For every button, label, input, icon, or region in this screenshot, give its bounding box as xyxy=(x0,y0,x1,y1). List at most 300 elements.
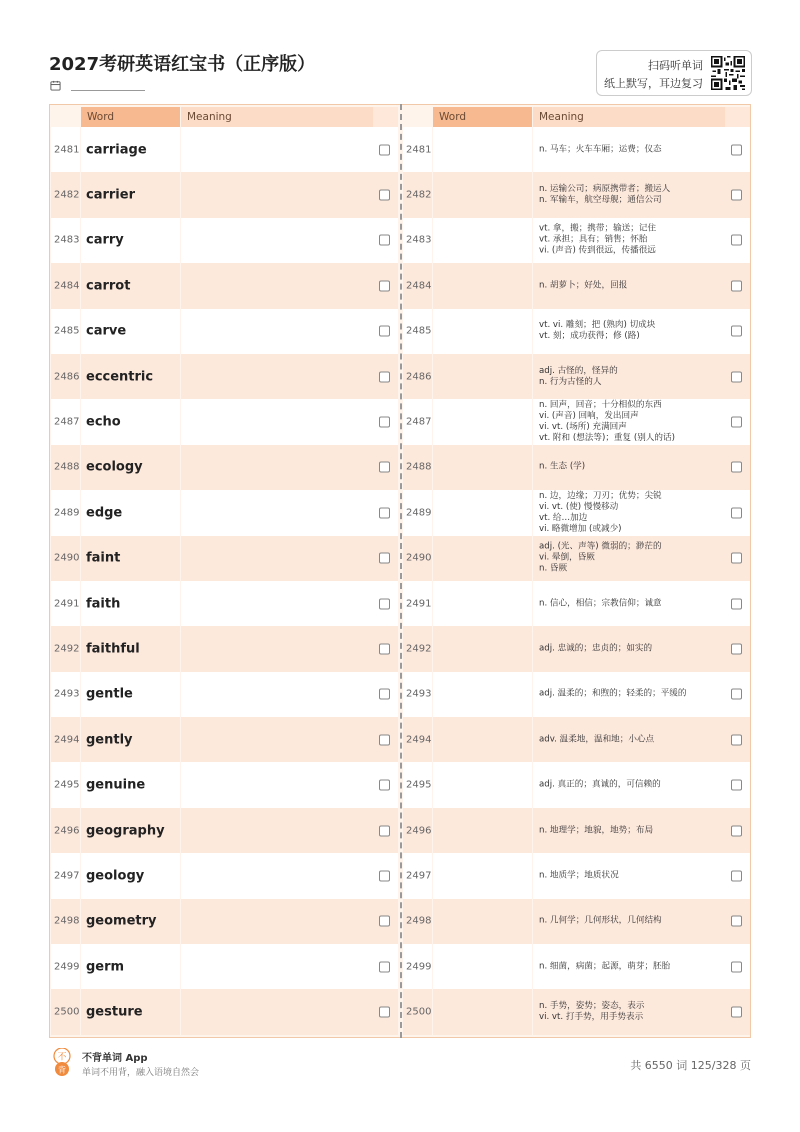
check-cell xyxy=(373,445,398,490)
header-meaning: Meaning xyxy=(533,107,725,127)
word-cell xyxy=(81,762,180,807)
entry-meaning: vt. 拿，搬；携带；输送；记住 vt. 承担；具有；销售；怀胎 vi. (声音) 传到很远，传播很远 xyxy=(539,223,657,256)
checkbox-icon[interactable] xyxy=(731,144,742,155)
entry-word: edge xyxy=(86,505,123,521)
checkbox-icon[interactable] xyxy=(731,507,742,518)
checkbox-icon[interactable] xyxy=(731,870,742,881)
check-cell xyxy=(725,989,750,1034)
entry-word: geometry xyxy=(86,913,157,929)
word-cell xyxy=(81,581,180,626)
word-blank-cell[interactable] xyxy=(433,762,532,807)
check-cell xyxy=(725,490,750,535)
check-cell xyxy=(373,581,398,626)
table-row xyxy=(403,536,750,581)
meaning-cell xyxy=(533,263,725,308)
meaning-cell xyxy=(533,944,725,989)
word-blank-cell[interactable] xyxy=(433,309,532,354)
table-row xyxy=(51,536,398,581)
check-cell xyxy=(725,944,750,989)
table-row xyxy=(403,263,750,308)
page-title: 2027考研英语红宝书（正序版） xyxy=(49,54,316,75)
table-row xyxy=(403,672,750,717)
entry-meaning: n. 信心，相信；宗教信仰；诚意 xyxy=(539,598,662,609)
entry-meaning: vt. vi. 雕刻；把 (熟肉) 切成块 vt. 刻；成功获得；修 (路) xyxy=(539,320,656,342)
word-blank-cell[interactable] xyxy=(433,218,532,263)
entry-number: 2484 xyxy=(54,280,80,292)
table-row xyxy=(403,490,750,535)
meaning-blank-cell[interactable] xyxy=(181,899,373,944)
fold-divider xyxy=(400,104,402,1038)
table-row xyxy=(403,309,750,354)
table-row xyxy=(51,717,398,762)
word-blank-cell[interactable] xyxy=(433,672,532,717)
header-word: Word xyxy=(81,107,180,127)
check-cell xyxy=(725,218,750,263)
check-cell xyxy=(373,172,398,217)
word-blank-cell[interactable] xyxy=(433,490,532,535)
entry-number: 2500 xyxy=(406,1006,432,1018)
word-rows xyxy=(51,127,398,1035)
qr-code-icon[interactable] xyxy=(711,56,745,90)
entry-meaning: n. 生态 (学) xyxy=(539,461,586,472)
entry-number: 2486 xyxy=(406,371,432,383)
word-blank-cell[interactable] xyxy=(433,536,532,581)
entry-word: ecology xyxy=(86,459,143,475)
word-blank-cell[interactable] xyxy=(433,445,532,490)
meaning-cell xyxy=(533,309,725,354)
entry-number: 2481 xyxy=(54,144,80,156)
check-cell xyxy=(373,672,398,717)
check-cell xyxy=(373,899,398,944)
word-blank-cell[interactable] xyxy=(433,899,532,944)
entry-number: 2492 xyxy=(406,643,432,655)
checkbox-icon[interactable] xyxy=(731,326,742,337)
entry-number: 2496 xyxy=(406,825,432,837)
entry-word: germ xyxy=(86,959,125,975)
meaning-blank-cell[interactable] xyxy=(181,218,373,263)
number-cell xyxy=(51,536,80,581)
check-cell xyxy=(373,808,398,853)
meaning-blank-cell[interactable] xyxy=(181,127,373,172)
word-blank-cell[interactable] xyxy=(433,581,532,626)
checkbox-icon[interactable] xyxy=(379,825,390,836)
checkbox-icon[interactable] xyxy=(379,190,390,201)
meaning-blank-cell[interactable] xyxy=(181,263,373,308)
header-meaning: Meaning xyxy=(181,107,373,127)
number-cell xyxy=(403,399,432,444)
meaning-cell xyxy=(533,581,725,626)
meaning-blank-cell[interactable] xyxy=(181,445,373,490)
check-cell xyxy=(373,263,398,308)
word-cell xyxy=(81,445,180,490)
check-cell xyxy=(373,309,398,354)
entry-meaning: adj. 温柔的；和煦的；轻柔的；平缓的 xyxy=(539,688,687,699)
entry-meaning: n. 地理学；地貌，地势；布局 xyxy=(539,825,654,836)
checkbox-icon[interactable] xyxy=(731,643,742,654)
entry-meaning: adj. 忠诚的；忠贞的；如实的 xyxy=(539,643,653,654)
entry-meaning: adv. 温柔地，温和地；小心点 xyxy=(539,734,655,745)
checkbox-icon[interactable] xyxy=(731,734,742,745)
entry-meaning: adj. 真正的；真诚的，可信赖的 xyxy=(539,779,661,790)
number-cell xyxy=(51,626,80,671)
entry-number: 2486 xyxy=(54,371,80,383)
table-row xyxy=(403,762,750,807)
number-cell xyxy=(403,127,432,172)
meaning-cell xyxy=(533,399,725,444)
number-cell xyxy=(403,218,432,263)
entry-number: 2489 xyxy=(406,507,432,519)
entry-number: 2499 xyxy=(406,961,432,973)
check-cell xyxy=(373,989,398,1034)
checkbox-icon[interactable] xyxy=(379,734,390,745)
word-blank-cell[interactable] xyxy=(433,717,532,762)
checkbox-icon[interactable] xyxy=(731,462,742,473)
meaning-cell xyxy=(533,762,725,807)
word-blank-cell[interactable] xyxy=(433,853,532,898)
number-cell xyxy=(51,172,80,217)
check-cell xyxy=(373,399,398,444)
entry-number: 2494 xyxy=(406,734,432,746)
check-cell xyxy=(725,445,750,490)
meaning-cell xyxy=(533,354,725,399)
meaning-blank-cell[interactable] xyxy=(181,490,373,535)
meaning-blank-cell[interactable] xyxy=(181,309,373,354)
meaning-cell xyxy=(533,853,725,898)
entry-meaning: n. 几何学；几何形状，几何结构 xyxy=(539,915,662,926)
entry-number: 2493 xyxy=(54,688,80,700)
meaning-cell xyxy=(533,808,725,853)
app-logo-icon xyxy=(51,1048,73,1076)
entry-meaning: n. 回声，回音；十分相似的东西 vi. (声音) 回响，发出回声 vi. vt. (场所) 充满回声 vt. 附和 (想法等)；重复 (别人的话) xyxy=(539,400,675,444)
checkbox-icon[interactable] xyxy=(379,371,390,382)
table-row xyxy=(51,445,398,490)
word-blank-cell[interactable] xyxy=(433,127,532,172)
number-cell xyxy=(403,762,432,807)
word-panel xyxy=(51,104,398,1035)
word-blank-cell[interactable] xyxy=(433,399,532,444)
number-cell xyxy=(403,899,432,944)
number-cell xyxy=(403,172,432,217)
checkbox-icon[interactable] xyxy=(379,1007,390,1018)
entry-number: 2482 xyxy=(406,189,432,201)
entry-word: carriage xyxy=(86,142,147,158)
meaning-blank-cell[interactable] xyxy=(181,808,373,853)
word-blank-cell[interactable] xyxy=(433,989,532,1034)
number-cell xyxy=(51,399,80,444)
number-cell xyxy=(403,672,432,717)
table-row xyxy=(403,989,750,1034)
checkbox-icon[interactable] xyxy=(379,643,390,654)
check-cell xyxy=(725,626,750,671)
table-row xyxy=(51,762,398,807)
entry-number: 2490 xyxy=(54,552,80,564)
checkbox-icon[interactable] xyxy=(379,598,390,609)
checkbox-icon[interactable] xyxy=(379,689,390,700)
meaning-blank-cell[interactable] xyxy=(181,536,373,581)
meaning-blank-cell[interactable] xyxy=(181,989,373,1034)
checkbox-icon[interactable] xyxy=(731,961,742,972)
meaning-cell xyxy=(533,672,725,717)
check-cell xyxy=(373,626,398,671)
meaning-blank-cell[interactable] xyxy=(181,172,373,217)
word-cell xyxy=(81,536,180,581)
entry-word: gentle xyxy=(86,686,133,702)
table-row xyxy=(403,944,750,989)
number-cell xyxy=(403,717,432,762)
table-row xyxy=(51,581,398,626)
entry-meaning: n. 手势，姿势；姿态，表示 vi. vt. 打手势，用手势表示 xyxy=(539,1001,645,1023)
entry-number: 2490 xyxy=(406,552,432,564)
entry-meaning: n. 边，边缘；刀刃；优势；尖锐 vi. vt. (使) 慢慢移动 vt. 给…加边 vi. 略微增加 (或减少) xyxy=(539,490,662,534)
meaning-blank-cell[interactable] xyxy=(181,399,373,444)
table-row xyxy=(51,263,398,308)
table-row xyxy=(51,853,398,898)
entry-number: 2488 xyxy=(54,461,80,473)
table-row xyxy=(51,127,398,172)
checkbox-icon[interactable] xyxy=(731,417,742,428)
meaning-cell xyxy=(533,490,725,535)
checkbox-icon[interactable] xyxy=(731,916,742,927)
check-cell xyxy=(725,808,750,853)
number-cell xyxy=(51,309,80,354)
entry-number: 2497 xyxy=(406,870,432,882)
header-check xyxy=(725,107,750,127)
entry-number: 2497 xyxy=(54,870,80,882)
entry-word: eccentric xyxy=(86,369,154,385)
entry-number: 2493 xyxy=(406,688,432,700)
checkbox-icon[interactable] xyxy=(379,417,390,428)
number-cell xyxy=(403,944,432,989)
word-blank-cell[interactable] xyxy=(433,808,532,853)
checkbox-icon[interactable] xyxy=(379,553,390,564)
entry-number: 2494 xyxy=(54,734,80,746)
footer-page-info: 共 6550 词 125/328 页 xyxy=(630,1059,751,1072)
entry-number: 2482 xyxy=(54,189,80,201)
checkbox-icon[interactable] xyxy=(731,190,742,201)
table-row xyxy=(403,899,750,944)
table-row xyxy=(403,626,750,671)
number-cell xyxy=(403,309,432,354)
checkbox-icon[interactable] xyxy=(731,553,742,564)
word-cell xyxy=(81,490,180,535)
checkbox-icon[interactable] xyxy=(379,780,390,791)
number-cell xyxy=(51,127,80,172)
entry-number: 2481 xyxy=(406,144,432,156)
table-row xyxy=(51,944,398,989)
meaning-cell xyxy=(533,445,725,490)
meaning-blank-cell[interactable] xyxy=(181,354,373,399)
entry-word: carrier xyxy=(86,187,135,203)
checkbox-icon[interactable] xyxy=(379,870,390,881)
checkbox-icon[interactable] xyxy=(379,235,390,246)
table-header xyxy=(403,104,750,127)
table-row xyxy=(403,172,750,217)
entry-number: 2488 xyxy=(406,461,432,473)
checkbox-icon[interactable] xyxy=(379,144,390,155)
table-row xyxy=(51,989,398,1034)
number-cell xyxy=(403,490,432,535)
number-cell xyxy=(51,899,80,944)
meaning-blank-cell[interactable] xyxy=(181,762,373,807)
number-cell xyxy=(51,808,80,853)
entry-word: gesture xyxy=(86,1004,143,1020)
word-cell xyxy=(81,263,180,308)
entry-number: 2485 xyxy=(406,325,432,337)
checkbox-icon[interactable] xyxy=(731,780,742,791)
word-cell xyxy=(81,127,180,172)
word-cell xyxy=(81,626,180,671)
checkbox-icon[interactable] xyxy=(731,825,742,836)
entry-meaning: n. 胡萝卜；好处，回报 xyxy=(539,280,628,291)
number-cell xyxy=(51,944,80,989)
entry-word: geography xyxy=(86,823,165,839)
meaning-blank-cell[interactable] xyxy=(181,672,373,717)
meaning-rows xyxy=(403,127,750,1035)
entry-number: 2483 xyxy=(406,234,432,246)
number-cell xyxy=(403,808,432,853)
table-row xyxy=(51,626,398,671)
number-cell xyxy=(403,263,432,308)
entry-number: 2487 xyxy=(54,416,80,428)
meaning-blank-cell[interactable] xyxy=(181,853,373,898)
entry-number: 2489 xyxy=(54,507,80,519)
number-cell xyxy=(403,581,432,626)
checkbox-icon[interactable] xyxy=(379,326,390,337)
footer-tagline: 单词不用背，融入语境自然会 xyxy=(82,1068,200,1078)
check-cell xyxy=(373,717,398,762)
word-cell xyxy=(81,172,180,217)
check-cell xyxy=(373,354,398,399)
checkbox-icon[interactable] xyxy=(379,462,390,473)
meaning-blank-cell[interactable] xyxy=(181,717,373,762)
check-cell xyxy=(373,536,398,581)
word-blank-cell[interactable] xyxy=(433,263,532,308)
meaning-cell xyxy=(533,899,725,944)
entry-number: 2495 xyxy=(406,779,432,791)
number-cell xyxy=(403,626,432,671)
word-cell xyxy=(81,672,180,717)
checkbox-icon[interactable] xyxy=(379,916,390,927)
footer-app-name: 不背单词 App xyxy=(82,1053,148,1064)
check-cell xyxy=(373,127,398,172)
entry-meaning: n. 运输公司；病原携带者；搬运人 n. 军输车，航空母舰；通信公司 xyxy=(539,184,671,206)
check-cell xyxy=(725,853,750,898)
meaning-cell xyxy=(533,127,725,172)
word-blank-cell[interactable] xyxy=(433,944,532,989)
checkbox-icon[interactable] xyxy=(731,280,742,291)
entry-number: 2492 xyxy=(54,643,80,655)
meaning-blank-cell[interactable] xyxy=(181,944,373,989)
word-cell xyxy=(81,309,180,354)
checkbox-icon[interactable] xyxy=(379,280,390,291)
table-row xyxy=(403,717,750,762)
word-cell xyxy=(81,717,180,762)
entry-number: 2491 xyxy=(406,598,432,610)
entry-word: carry xyxy=(86,232,124,248)
meaning-cell xyxy=(533,172,725,217)
check-cell xyxy=(725,263,750,308)
table-row xyxy=(51,899,398,944)
word-blank-cell[interactable] xyxy=(433,354,532,399)
header-word: Word xyxy=(433,107,532,127)
checkbox-icon[interactable] xyxy=(731,235,742,246)
checkbox-icon[interactable] xyxy=(731,371,742,382)
table-row xyxy=(403,445,750,490)
table-row xyxy=(403,808,750,853)
entry-meaning: n. 地质学；地质状况 xyxy=(539,870,619,881)
check-cell xyxy=(373,490,398,535)
meaning-blank-cell[interactable] xyxy=(181,626,373,671)
table-row xyxy=(51,309,398,354)
calendar-icon xyxy=(50,80,61,91)
word-blank-cell[interactable] xyxy=(433,172,532,217)
entry-word: gently xyxy=(86,732,133,748)
table-row xyxy=(51,672,398,717)
number-cell xyxy=(403,354,432,399)
entry-number: 2498 xyxy=(406,915,432,927)
meaning-blank-cell[interactable] xyxy=(181,581,373,626)
entry-meaning: n. 细菌，病菌；起源，萌芽；胚胎 xyxy=(539,961,671,972)
entry-meaning: adj. 古怪的，怪异的 n. 行为古怪的人 xyxy=(539,365,618,387)
entry-number: 2487 xyxy=(406,416,432,428)
meaning-panel xyxy=(403,104,750,1035)
number-cell xyxy=(51,853,80,898)
table-row xyxy=(403,354,750,399)
word-cell xyxy=(81,899,180,944)
meaning-cell xyxy=(533,717,725,762)
qr-caption-1: 扫码听单词 xyxy=(648,59,703,72)
entry-meaning: n. 马车；火车车厢；运费；仪态 xyxy=(539,144,662,155)
number-cell xyxy=(403,853,432,898)
table-row xyxy=(403,581,750,626)
check-cell xyxy=(725,172,750,217)
number-cell xyxy=(51,263,80,308)
entry-number: 2496 xyxy=(54,825,80,837)
date-blank-line xyxy=(71,80,145,91)
table-row xyxy=(403,127,750,172)
word-blank-cell[interactable] xyxy=(433,626,532,671)
qr-caption-2: 纸上默写，耳边复习 xyxy=(604,77,703,90)
table-row xyxy=(51,490,398,535)
number-cell xyxy=(403,445,432,490)
table-row xyxy=(403,853,750,898)
check-cell xyxy=(373,762,398,807)
word-cell xyxy=(81,989,180,1034)
table-header xyxy=(51,104,398,127)
check-cell xyxy=(373,853,398,898)
meaning-cell xyxy=(533,218,725,263)
checkbox-icon[interactable] xyxy=(379,961,390,972)
logo-top-text: 不 xyxy=(57,1052,67,1063)
word-cell xyxy=(81,218,180,263)
meaning-cell xyxy=(533,536,725,581)
checkbox-icon[interactable] xyxy=(731,1007,742,1018)
entry-meaning: adj. (光、声等) 微弱的；渺茫的 vi. 晕倒，昏厥 n. 昏厥 xyxy=(539,541,662,574)
number-cell xyxy=(51,490,80,535)
checkbox-icon[interactable] xyxy=(731,598,742,609)
word-cell xyxy=(81,354,180,399)
number-cell xyxy=(51,445,80,490)
check-cell xyxy=(373,218,398,263)
number-cell xyxy=(51,762,80,807)
table-row xyxy=(51,172,398,217)
checkbox-icon[interactable] xyxy=(731,689,742,700)
number-cell xyxy=(51,218,80,263)
entry-number: 2484 xyxy=(406,280,432,292)
table-row xyxy=(51,808,398,853)
checkbox-icon[interactable] xyxy=(379,507,390,518)
entry-word: genuine xyxy=(86,777,146,793)
